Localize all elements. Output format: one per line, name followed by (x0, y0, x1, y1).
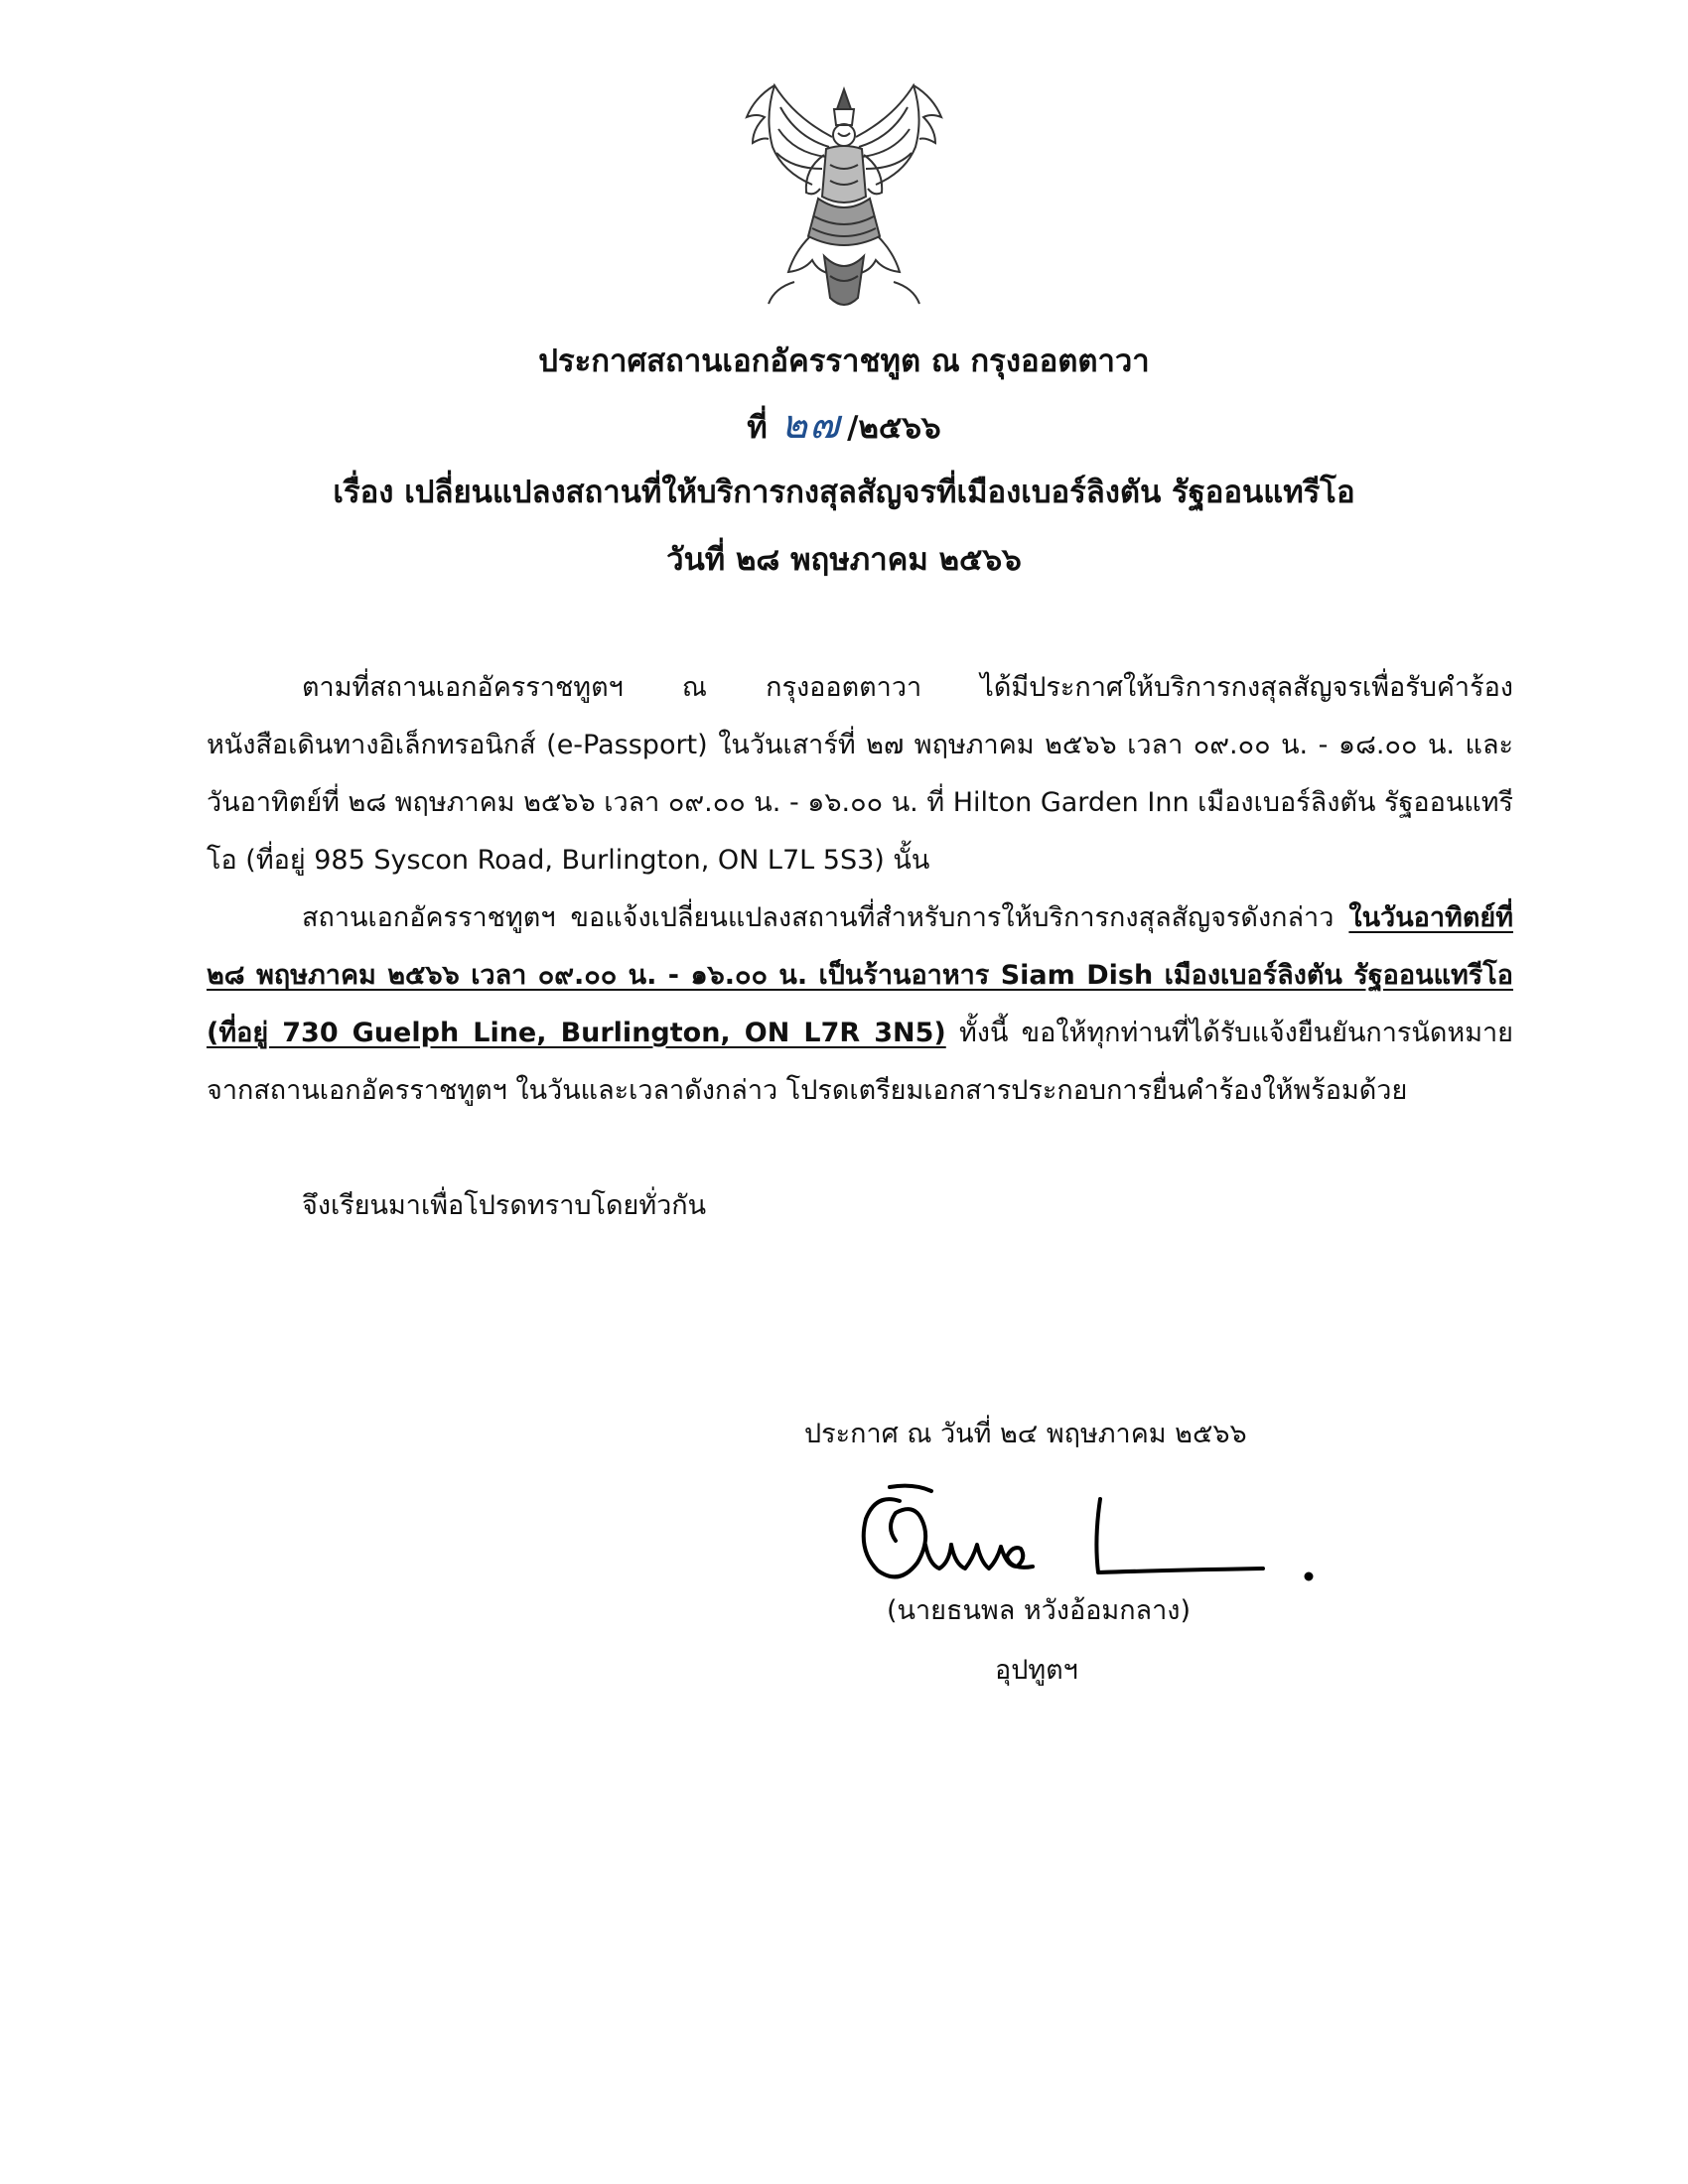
paragraph-text (207, 889, 1513, 1120)
body-paragraph-3 (207, 1177, 1513, 1235)
document-title: ประกาศสถานเอกอัครราชทูต ณ กรุงออตตาวา (538, 343, 1150, 379)
paragraph-text: จึงเรียนมาเพื่อโปรดทราบโดยทั่วกัน (302, 1190, 707, 1221)
number-handwritten: ๒๗ (780, 402, 842, 448)
paragraph-text: ตามที่สถานเอกอัครราชทูตฯ ณ กรุงออตตาวา ได้มีประกาศให้บริการกงสุลสัญจรเพื่อรับคำร้องหนังสือเดินทางอิเล็กทรอนิกส์ (e-Passport) ในวันเสาร์ที่ ๒๗ พฤษภาคม ๒๕๖๖ เวลา ๐๙.๐๐ น. - ๑๘.๐๐ น. และวันอาทิตย์ที่ ๒๘ พฤษภาคม ๒๕๖๖ เวลา ๐๙.๐๐ น. - ๑๖.๐๐ น. ที่ Hilton Garden Inn เมืองเบอร์ลิงตัน รัฐออนแทรีโอ (ที่อยู่ 985 Syscon Road, Burlington, ON L7L 5S3) นั้น (207, 672, 1513, 876)
paragraph-rest: ทั้งนี้ ขอให้ทุกท่านที่ได้รับแจ้งยืนยันการนัดหมายจากสถานเอกอัครราชทูตฯ ในวันและเวลาดังกล่าว โปรดเตรียมเอกสารประกอบการยื่นคำร้องให้พร้อมด้วย (207, 1018, 1513, 1106)
announce-date: ประกาศ ณ วันที่ ๒๔ พฤษภาคม ๒๕๖๖ (804, 1419, 1247, 1449)
signature (856, 1479, 1323, 1598)
paragraph-emphasis: ในวันอาทิตย์ที่ ๒๘ พฤษภาคม ๒๕๖๖ เวลา ๐๙.๐๐ น. - ๑๖.๐๐ น. เป็นร้านอาหาร Siam Dish เมืองเบอร์ลิงตัน รัฐออนแทรีโอ (ที่อยู่ 730 Guelph Line, Burlington, ON L7R 3N5) (207, 902, 1513, 1048)
body-paragraph-2 (207, 889, 1513, 1120)
number-prefix: ที่ (747, 410, 768, 446)
garuda-emblem-icon (735, 77, 953, 321)
number-year: /๒๕๖๖ (847, 410, 941, 446)
document-number (0, 402, 1688, 448)
paragraph-intro: สถานเอกอัครราชทูตฯ ขอแจ้งเปลี่ยนแปลงสถานที่สำหรับการให้บริการกงสุลสัญจรดังกล่าว (302, 902, 1349, 933)
document-subject: เรื่อง เปลี่ยนแปลงสถานที่ให้บริการกงสุลสัญจรที่เมืองเบอร์ลิงตัน รัฐออนแทรีโอ (333, 475, 1355, 510)
signer-name: (นายธนพล หวังอ้อมกลาง) (887, 1595, 1191, 1626)
body-paragraph-1 (207, 659, 1513, 889)
signer-title: อุปทูตฯ (995, 1655, 1078, 1686)
document-date: วันที่ ๒๘ พฤษภาคม ๒๕๖๖ (666, 542, 1022, 578)
